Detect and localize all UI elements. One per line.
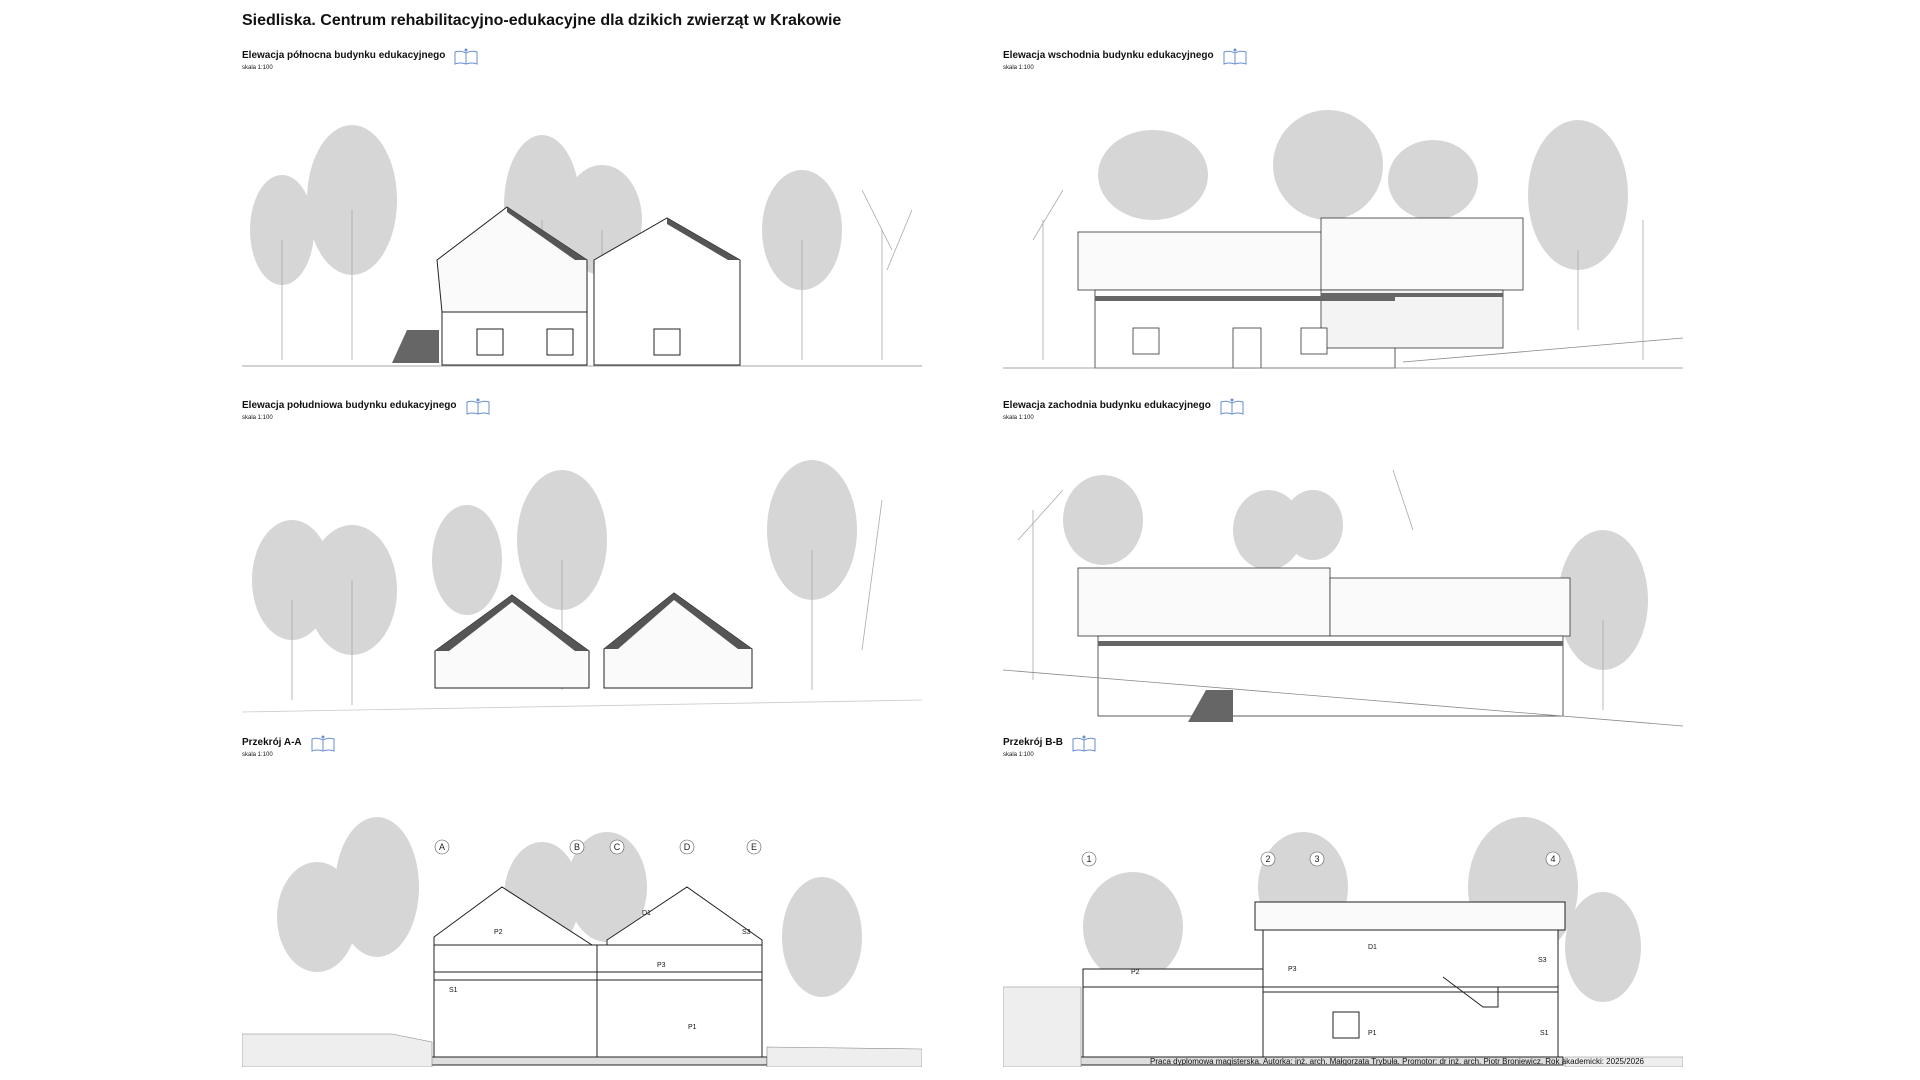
panel-scale: skala 1:100 <box>1003 752 1034 758</box>
panel-title: Przekrój B-B <box>1003 737 1064 748</box>
room-label: D1 <box>1368 944 1377 951</box>
book-icon <box>465 398 491 416</box>
west-elevation-drawing <box>1003 450 1683 730</box>
tree <box>335 817 419 957</box>
axis-label: 2 <box>1265 854 1271 864</box>
building-volume <box>1078 218 1523 368</box>
axis-label: D <box>683 842 691 852</box>
room-label: S3 <box>1538 957 1547 964</box>
room-label: S3 <box>742 929 751 936</box>
axis-label: 1 <box>1086 854 1092 864</box>
book-icon <box>1222 48 1248 66</box>
tree <box>1273 110 1383 220</box>
panel-title: Elewacja południowa budynku edukacyjnego <box>242 400 457 411</box>
panel-header <box>242 50 479 76</box>
tree <box>1063 475 1143 565</box>
tree <box>1528 120 1628 270</box>
room-label: S1 <box>449 987 458 994</box>
entrance-ramp <box>392 330 439 363</box>
room-label: P2 <box>494 929 503 936</box>
axis-label: A <box>438 842 446 852</box>
panel-north-elevation <box>242 50 962 390</box>
panel-section-bb <box>1003 737 1723 1077</box>
book-icon <box>453 48 479 66</box>
room-label: S1 <box>1540 1030 1549 1037</box>
panel-header <box>1003 50 1248 76</box>
building-volume <box>1078 568 1570 716</box>
tree <box>1098 130 1208 220</box>
tree <box>1283 490 1343 560</box>
axis-label: 4 <box>1550 854 1556 864</box>
panel-title: Elewacja zachodnia budynku edukacyjnego <box>1003 400 1211 411</box>
panel-header <box>1003 737 1097 763</box>
panel-scale: skala 1:100 <box>242 65 273 71</box>
book-icon <box>1219 398 1245 416</box>
axis-label: E <box>750 842 758 852</box>
tree <box>782 877 862 997</box>
tree <box>1565 892 1641 1002</box>
panel-header <box>1003 400 1245 426</box>
tree <box>1083 872 1183 982</box>
axis-label: B <box>573 842 581 852</box>
page-title: Siedliska. Centrum rehabilitacyjno-edukacyjne dla dzikich zwierząt w Krakowie <box>242 12 842 29</box>
panel-title: Przekrój A-A <box>242 737 302 748</box>
panel-title: Elewacja północna budynku edukacyjnego <box>242 50 446 61</box>
panel-south-elevation <box>242 400 962 740</box>
panel-title: Elewacja wschodnia budynku edukacyjnego <box>1003 50 1214 61</box>
room-label: P3 <box>1288 966 1297 973</box>
north-elevation-drawing <box>242 100 922 380</box>
panel-scale: skala 1:100 <box>242 752 273 758</box>
footer-credits: Praca dyplomowa magisterska. Autorka: inż. arch. Małgorzata Trybuła. Promotor: dr inż. arch. Piotr Broniewicz. Rok akademicki: 2025/2026 <box>1150 1057 1644 1066</box>
axis-label: 3 <box>1314 854 1320 864</box>
tree <box>432 505 502 615</box>
panel-east-elevation <box>1003 50 1723 390</box>
south-elevation-drawing <box>242 450 922 730</box>
panel-scale: skala 1:100 <box>242 415 273 421</box>
book-icon <box>1071 735 1097 753</box>
panel-west-elevation <box>1003 400 1723 740</box>
panel-header <box>242 400 491 426</box>
room-label: P3 <box>657 962 666 969</box>
east-elevation-drawing <box>1003 100 1683 380</box>
room-label: P2 <box>1131 969 1140 976</box>
tree <box>1388 140 1478 220</box>
panel-scale: skala 1:100 <box>1003 65 1034 71</box>
room-label: P1 <box>1368 1030 1377 1037</box>
book-icon <box>310 735 336 753</box>
building-right <box>604 593 752 688</box>
panel-scale: skala 1:100 <box>1003 415 1034 421</box>
room-label: P1 <box>688 1024 697 1031</box>
section-bb-drawing <box>1003 787 1683 1067</box>
panel-section-aa <box>242 737 962 1077</box>
axis-label: C <box>613 842 621 852</box>
section-aa-drawing <box>242 787 922 1067</box>
room-label: D1 <box>642 910 651 917</box>
panel-header <box>242 737 336 763</box>
